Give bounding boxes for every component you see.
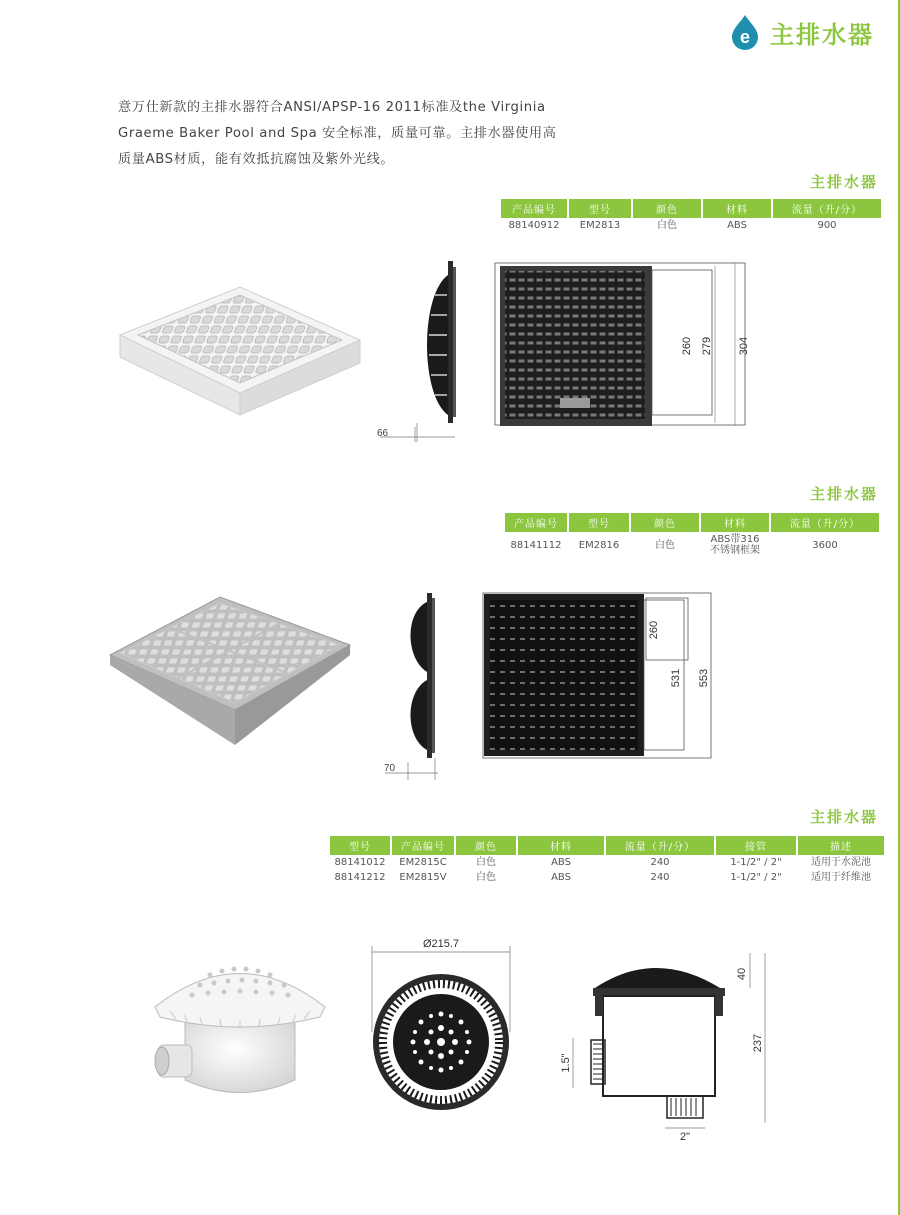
col-header: 材料 xyxy=(703,199,771,218)
col-header: 流量（升/分） xyxy=(773,199,881,218)
front-view-drawing-2 xyxy=(478,590,718,762)
cell: 白色 xyxy=(655,539,675,551)
cell xyxy=(701,532,769,558)
section-title-3: 主排水器 xyxy=(809,808,878,826)
col-header: 描述 xyxy=(798,836,884,855)
section-view-drawing-3 xyxy=(555,948,785,1143)
table-row xyxy=(330,855,884,870)
spec-table-3 xyxy=(328,836,886,885)
dim-inner-2: 260 xyxy=(648,620,660,640)
cell: EM2813 xyxy=(579,220,621,231)
intro-line: Graeme Baker Pool and Spa 安全标准，质量可靠。主排水器使用高 xyxy=(118,126,557,141)
col-header: 颜色 xyxy=(631,513,699,532)
cell: ABS xyxy=(551,857,571,868)
product-photo-em2815 xyxy=(150,945,330,1110)
table-header-row xyxy=(505,513,879,532)
side-view-drawing-1 xyxy=(375,255,470,445)
intro-line: 意万仕新款的主排水器符合ANSI/APSP-16 2011标准及the Virginia xyxy=(118,100,546,115)
intro-paragraph xyxy=(118,95,638,173)
table-row xyxy=(330,870,884,885)
cell: ABS xyxy=(551,872,571,883)
side-view-drawing-2 xyxy=(380,590,445,785)
cell: 白色 xyxy=(476,857,496,868)
col-header: 产品编号 xyxy=(501,199,567,218)
page-header xyxy=(728,14,874,50)
col-header: 流量（升/分） xyxy=(771,513,879,532)
section-title-2: 主排水器 xyxy=(809,485,878,503)
col-header: 材料 xyxy=(518,836,604,855)
cell: EM2816 xyxy=(578,539,620,551)
col-header: 产品编号 xyxy=(392,836,454,855)
cell: 白色 xyxy=(657,220,677,231)
cell: 1-1/2" / 2" xyxy=(730,872,782,883)
page-title: 主排水器 xyxy=(770,20,874,49)
table-row xyxy=(505,532,879,558)
table-header-row xyxy=(501,199,881,218)
dim-bottom-pipe: 2" xyxy=(679,1131,691,1143)
col-header: 型号 xyxy=(569,513,629,532)
dim-inner-1: 260 xyxy=(681,336,693,356)
cell: 88141212 xyxy=(334,872,386,883)
product-photo-em2813 xyxy=(110,275,370,425)
cell: 适用于纤维池 xyxy=(811,872,871,883)
section-title-1: 主排水器 xyxy=(809,173,878,191)
cell: EM2815C xyxy=(399,857,447,868)
col-header: 颜色 xyxy=(456,836,516,855)
cell: 1-1/2" / 2" xyxy=(730,857,782,868)
cell: 白色 xyxy=(476,872,496,883)
col-header: 流量（升/分） xyxy=(606,836,714,855)
dim-height: 237 xyxy=(752,1033,764,1053)
water-drop-logo-icon xyxy=(728,14,762,50)
cell: 240 xyxy=(650,857,670,868)
cell: 3600 xyxy=(812,539,838,551)
table-header-row xyxy=(330,836,884,855)
cell: ABS xyxy=(727,220,747,231)
cell: 88141012 xyxy=(334,857,386,868)
col-header: 型号 xyxy=(569,199,631,218)
material-line: ABS带316 xyxy=(710,534,760,545)
col-header: 产品编号 xyxy=(505,513,567,532)
intro-line: 质量ABS材质，能有效抵抗腐蚀及紫外光线。 xyxy=(118,152,395,167)
col-header: 颜色 xyxy=(633,199,701,218)
spec-table-1 xyxy=(499,199,883,233)
cell: 900 xyxy=(817,220,837,231)
top-view-drawing-3 xyxy=(360,932,520,1132)
dim-side-2: 70 xyxy=(384,763,396,774)
dim-side-pipe: 1.5" xyxy=(560,1053,572,1073)
dim-outer-2: 553 xyxy=(698,668,710,688)
spec-table-2 xyxy=(503,513,881,558)
dim-side-1: 66 xyxy=(377,428,389,439)
dim-diameter: Ø215.7 xyxy=(422,938,460,950)
product-photo-em2816 xyxy=(105,585,355,755)
cell: 240 xyxy=(650,872,670,883)
svg-text:e: e xyxy=(739,27,751,47)
col-header: 型号 xyxy=(330,836,390,855)
table-row xyxy=(501,218,881,233)
cell: 适用于水泥池 xyxy=(811,857,871,868)
col-header: 接管 xyxy=(716,836,796,855)
dim-mid-1: 279 xyxy=(701,336,713,356)
cell: 88140912 xyxy=(508,220,560,231)
dim-outer-1: 304 xyxy=(738,336,750,356)
dim-top: 40 xyxy=(736,967,748,981)
front-view-drawing-1 xyxy=(490,258,760,433)
col-header: 材料 xyxy=(701,513,769,532)
material-line: 不锈钢框架 xyxy=(710,545,760,556)
cell: 88141112 xyxy=(510,539,562,551)
dim-mid-2: 531 xyxy=(670,668,682,688)
cell: EM2815V xyxy=(399,872,447,883)
